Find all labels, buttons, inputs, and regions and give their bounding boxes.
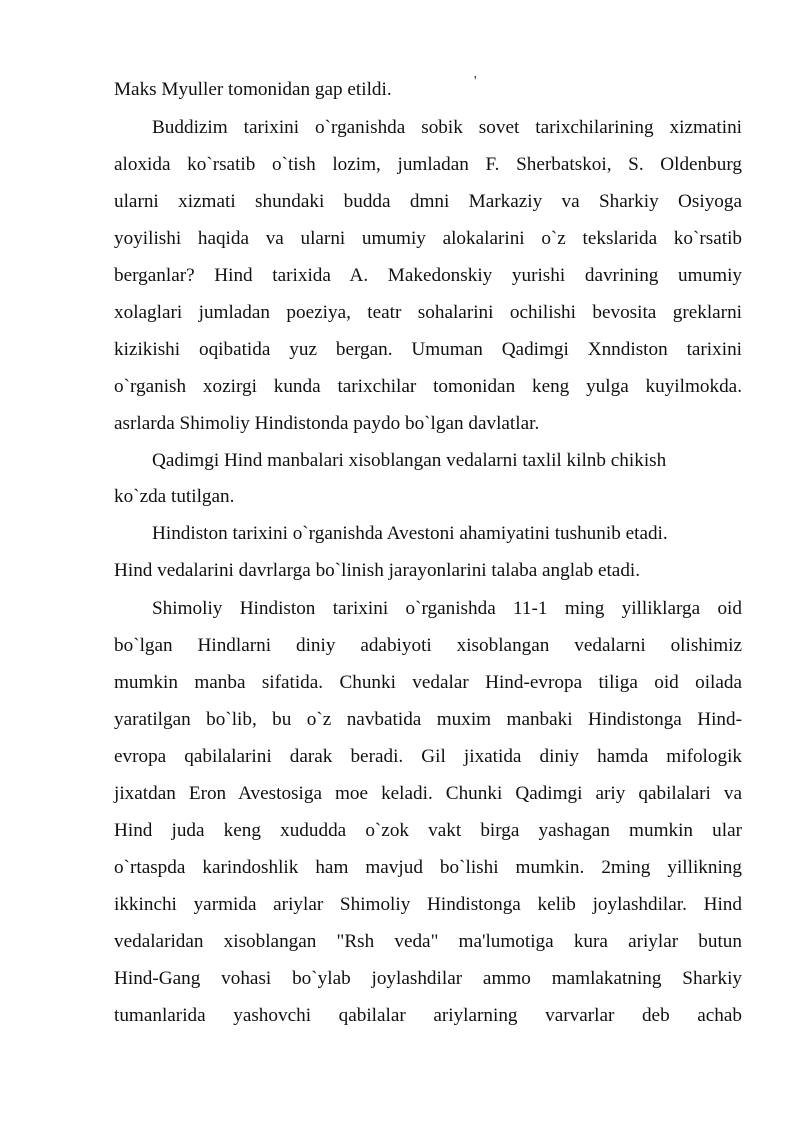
text-line: Buddizim tarixini o`rganishda sobik sovet tarixchilarining xizmatini bbox=[152, 117, 742, 138]
text-line: Hind juda keng xududda o`zok vakt birga yashagan mumkin ular bbox=[114, 820, 742, 841]
text-line: Hind-Gang vohasi bo`ylab joylashdilar ammo mamlakatning Sharkiy bbox=[114, 968, 742, 989]
text-line: Hind vedalarini davrlarga bo`linish jarayonlarini talaba anglab etadi. bbox=[114, 560, 641, 581]
text-line: kizikishi oqibatida yuz bergan. Umuman Qadimgi Xnndiston tarixini bbox=[114, 339, 742, 360]
text-line: tumanlarida yashovchi qabilalar ariylarning varvarlar deb achab bbox=[114, 1005, 742, 1026]
text-line: Hindiston tarixini o`rganishda Avestoni ahamiyatini tushunib etadi. bbox=[152, 523, 668, 544]
text-line: aloxida ko`rsatib o`tish lozim, jumladan F. Sherbatskoi, S. Oldenburg bbox=[114, 154, 742, 175]
text-line: Maks Myuller tomonidan gap etildi. bbox=[114, 79, 392, 100]
text-line: asrlarda Shimoliy Hindistonda paydo bo`lgan davlatlar. bbox=[114, 413, 540, 434]
text-line: yoyilishi haqida va ularni umumiy alokalarini o`z tekslarida ko`rsatib bbox=[114, 228, 742, 249]
text-line: ko`zda tutilgan. bbox=[114, 486, 235, 507]
text-line: Shimoliy Hindiston tarixini o`rganishda 11-1 ming yilliklarga oid bbox=[152, 598, 742, 619]
text-line: mumkin manba sifatida. Chunki vedalar Hind-evropa tiliga oid oilada bbox=[114, 672, 742, 693]
text-line: ularni xizmati shundaki budda dmni Markaziy va Sharkiy Osiyoga bbox=[114, 191, 742, 212]
text-line: ikkinchi yarmida ariylar Shimoliy Hindistonga kelib joylashdilar. Hind bbox=[114, 894, 742, 915]
text-line: berganlar? Hind tarixida A. Makedonskiy yurishi davrining umumiy bbox=[114, 265, 742, 286]
stray-mark: ' bbox=[474, 74, 477, 89]
text-line: vedalaridan xisoblangan "Rsh veda" ma'lumotiga kura ariylar butun bbox=[114, 931, 742, 952]
text-line: xolaglari jumladan poeziya, teatr sohalarini ochilishi bevosita greklarni bbox=[114, 302, 742, 323]
text-line: yaratilgan bo`lib, bu o`z navbatida muxim manbaki Hindistonga Hind- bbox=[114, 709, 742, 730]
text-line: evropa qabilalarini darak beradi. Gil jixatida diniy hamda mifologik bbox=[114, 746, 742, 767]
text-line: o`rtaspda karindoshlik ham mavjud bo`lishi mumkin. 2ming yillikning bbox=[114, 857, 742, 878]
text-line: o`rganish xozirgi kunda tarixchilar tomonidan keng yulga kuyilmokda. bbox=[114, 376, 742, 397]
text-line: jixatdan Eron Avestosiga moe keladi. Chunki Qadimgi ariy qabilalari va bbox=[114, 783, 742, 804]
text-line: Qadimgi Hind manbalari xisoblangan vedalarni taxlil kilnb chikish bbox=[152, 450, 667, 471]
text-line: bo`lgan Hindlarni diniy adabiyoti xisoblangan vedalarni olishimiz bbox=[114, 635, 742, 656]
